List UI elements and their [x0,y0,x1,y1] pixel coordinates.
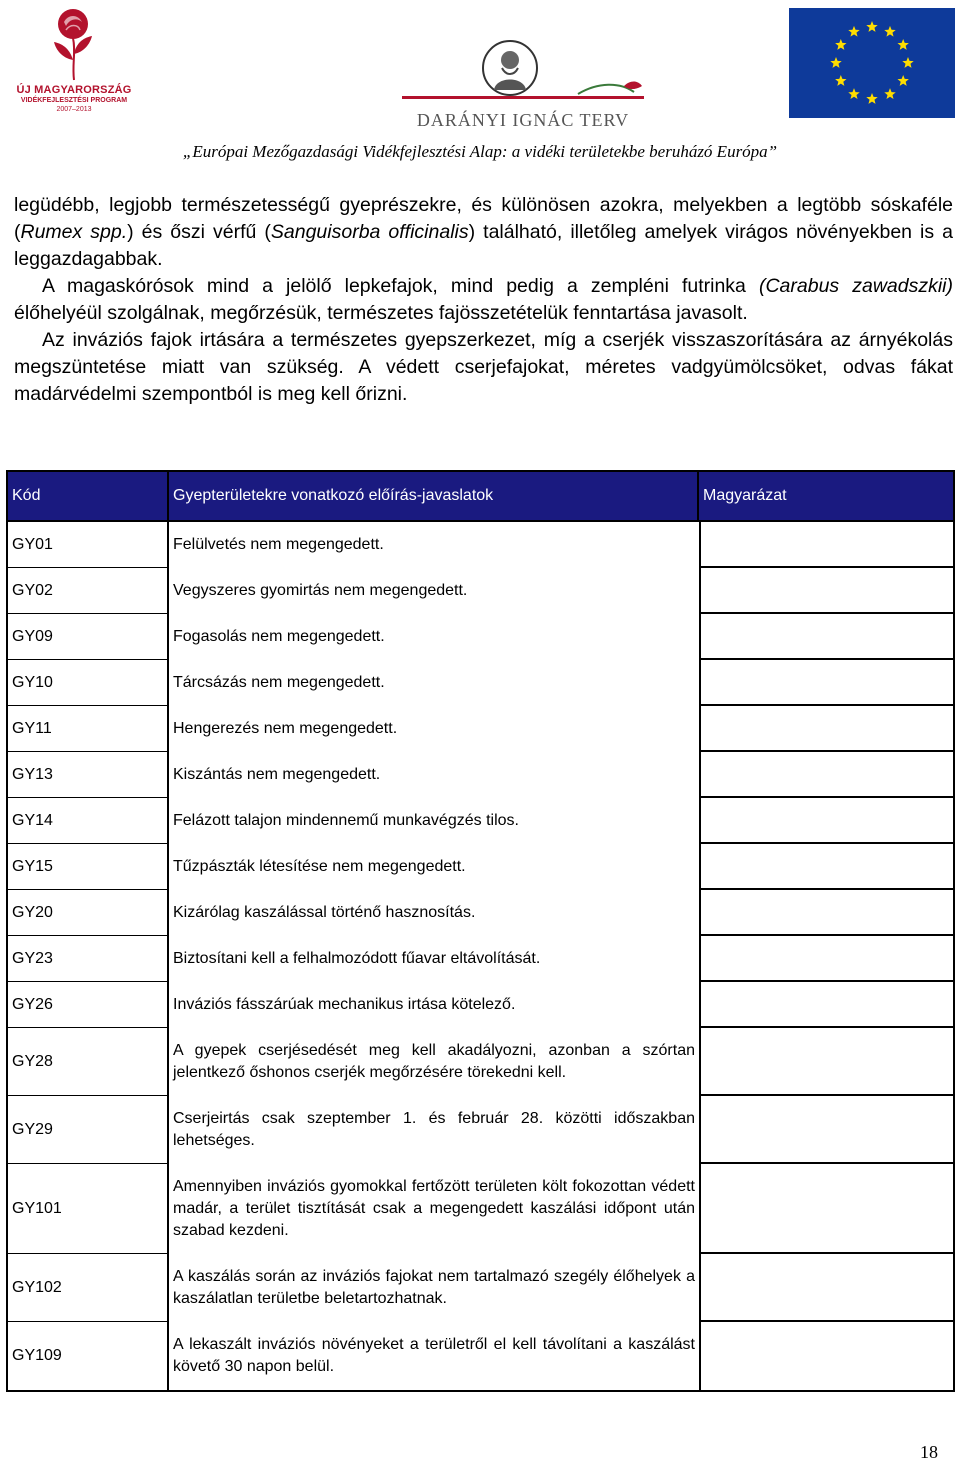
cell-code: GY28 [8,1028,169,1096]
logo-center-text: DARÁNYI IGNÁC TERV [416,110,630,130]
cell-explanation [699,706,953,752]
cell-rule: Kiszántás nem megengedett. [169,752,699,798]
cell-rule: Felülvetés nem megengedett. [169,522,699,568]
eu-star-icon [897,75,908,86]
cell-code: GY20 [8,890,169,936]
eu-star-icon [884,88,895,99]
cell-code: GY29 [8,1096,169,1164]
paragraph-2: A magaskórósok mind a jelölő lepkefajok, mind pedig a zempléni futrinka (Carabus zawadszkii) élőhelyéül szolgálnak, megőrzésük, természetes fajösszetételük fenntartása javasolt. [14,275,953,324]
cell-code: GY09 [8,614,169,660]
column-header-explanation: Magyarázat [699,472,953,522]
eu-star-icon [848,88,859,99]
column-header-rule: Gyepterületekre vonatkozó előírás-javaslatok [169,472,699,522]
table-row [8,522,953,568]
eu-star-icon [835,39,846,50]
table-row [8,1254,953,1322]
cell-code: GY01 [8,522,169,568]
cell-rule: Tárcsázás nem megengedett. [169,660,699,706]
cell-rule: A kaszálás során az inváziós fajokat nem tartalmazó szegély élőhelyek a kaszálatlan területbe beletartozhatnak. [169,1254,699,1322]
daranyi-ignac-terv-logo [398,38,648,130]
table-row [8,844,953,890]
cell-rule: Kizárólag kaszálással történő hasznosítás. [169,890,699,936]
cell-code: GY26 [8,982,169,1028]
cell-rule: Biztosítani kell a felhalmozódott fűavar eltávolítását. [169,936,699,982]
cell-explanation [699,752,953,798]
grassland-regulations-table [6,470,955,1392]
table-row [8,752,953,798]
table-header-row [8,472,953,522]
cell-rule: Vegyszeres gyomirtás nem megengedett. [169,568,699,614]
eu-star-icon [835,75,846,86]
portrait-emblem-icon [398,38,648,110]
cell-rule: A lekaszált inváziós növényeket a területről el kell távolítani a kaszálást követő 30 napon belül. [173,1336,695,1375]
eu-star-icon [830,57,841,68]
table-row [8,1096,953,1164]
table-row [8,890,953,936]
table-row [8,614,953,660]
table-row [8,1028,953,1096]
cell-explanation [699,844,953,890]
uj-magyarorszag-logo [8,4,140,124]
cell-explanation [699,568,953,614]
cell-explanation [699,1322,953,1390]
eu-star-icon [884,26,895,37]
cell-rule: Fogasolás nem megengedett. [169,614,699,660]
eu-flag-icon [789,8,955,118]
cell-explanation [699,982,953,1028]
cell-explanation [699,660,953,706]
cell-code: GY14 [8,798,169,844]
cell-explanation [699,798,953,844]
eu-star-icon [897,39,908,50]
table-row [8,798,953,844]
cell-code: GY109 [8,1322,169,1390]
cell-explanation [699,614,953,660]
cell-rule: A gyepek cserjésedését meg kell akadályozni, azonban a szórtan jelentkező őshonos cserjék megőrzésére törekedni kell. [169,1028,699,1096]
cell-code: GY102 [8,1254,169,1322]
cell-code: GY101 [8,1164,169,1254]
cell-explanation [699,890,953,936]
cell-code: GY23 [8,936,169,982]
rose-icon [46,4,102,82]
cell-code: GY10 [8,660,169,706]
cell-rule: Hengerezés nem megengedett. [169,706,699,752]
page-header [0,0,960,170]
cell-rule: Felázott talajon mindennemű munkavégzés tilos. [169,798,699,844]
logo-left-years: 2007–2013 [56,106,92,113]
cell-explanation [699,522,953,568]
table-row [8,568,953,614]
eu-star-icon [848,26,859,37]
logo-left-subtitle: VIDÉKFEJLESZTÉSI PROGRAM [20,97,128,104]
paragraph-3: Az inváziós fajok irtására a természetes gyepszerkezet, míg a cserjék visszaszorítására az árnyékolás megszüntetése miatt van szükség. A védett cserjefajokat, méretes vadgyümölcsöket, odvas fákat madárvédelmi szempontból is meg kell őrizni. [14,329,953,405]
cell-explanation [699,1164,953,1254]
column-header-code: Kód [8,472,169,522]
table-row [8,706,953,752]
cell-code: GY13 [8,752,169,798]
cell-rule: Cserjeirtás csak szeptember 1. és február 28. közötti időszakban lehetséges. [169,1096,699,1164]
cell-rule: Amennyiben inváziós gyomokkal fertőzött területen költ fokozottan védett madár, a terület tisztítását csak a megengedett kaszálási időpont után szabad kezdeni. [169,1164,699,1254]
table-row [8,982,953,1028]
cell-code: GY11 [8,706,169,752]
cell-explanation [699,1254,953,1322]
table-row [8,1322,953,1390]
table-row [8,660,953,706]
table-body [8,522,953,1390]
cell-rule: Tűzpászták létesítése nem megengedett. [169,844,699,890]
page-number: 18 [920,1442,938,1462]
cell-explanation [699,1028,953,1096]
paragraph-1: legüdébb, legjobb természetességű gyeprészekre, és különösen azokra, melyekben a legtöbb sóskaféle (Rumex spp.) és őszi vérfű (Sanguisorba officinalis) található, illetőleg amelyek virágos növényekben is a leggazdagabbak. [14,194,953,270]
body-text [14,192,953,408]
table-row [8,936,953,982]
eu-star-icon [866,93,877,104]
cell-code: GY02 [8,568,169,614]
cell-code: GY15 [8,844,169,890]
cell-explanation [699,1096,953,1164]
eu-star-icon [902,57,913,68]
cell-rule: Inváziós fásszárúak mechanikus irtása kötelező. [169,982,699,1028]
logo-left-title: ÚJ MAGYARORSZÁG [16,84,132,96]
table-row [8,1164,953,1254]
cell-explanation [699,936,953,982]
program-tagline: „Európai Mezőgazdasági Vidékfejlesztési Alap: a vidéki területekbe beruházó Európa” [182,142,778,161]
eu-star-icon [866,21,877,32]
